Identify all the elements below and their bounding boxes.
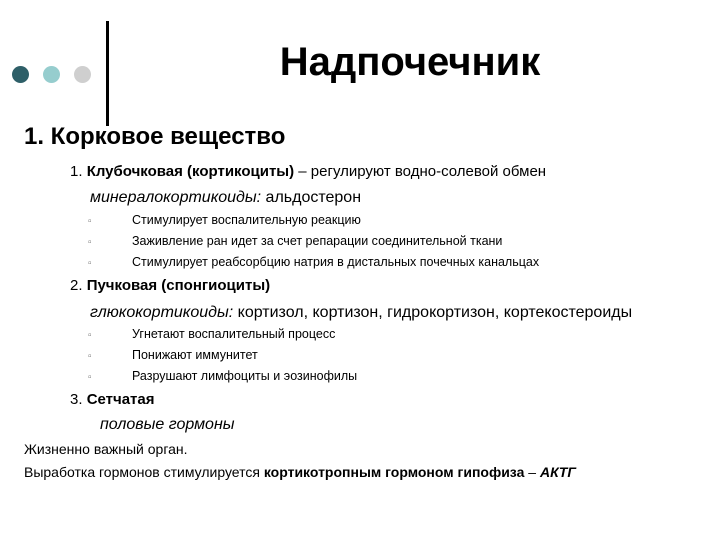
footer-line1: Жизненно важный орган. [24,441,188,457]
zone2-heading [70,276,270,296]
slide-title: Надпочечник [279,40,541,84]
zone3-number: 3. [70,391,87,408]
zone2-hormones: кортизол, кортизон, гидрокортизон, кортекостероиды [233,304,633,321]
zone1-hormones: альдостерон [261,189,362,206]
zone1-hormone-class: минералокортикоиды: [90,189,262,206]
list-item: ▫ Заживление ран идет за счет репарации соединительной ткани [88,233,502,251]
zone1-heading [70,162,546,182]
zone1-desc: – регулируют водно-солевой обмен [294,163,547,180]
zone2-hormone-class: глюкокортикоиды: [90,304,234,321]
zone3-hormones-line [100,414,235,436]
footer-line2 [24,463,576,481]
footer-bold: кортикотропным гормоном гипофиза [263,464,525,480]
list-item: ▫ Стимулирует воспалительную реакцию [88,212,361,230]
title-divider [106,21,109,126]
list-item: ▫ Разрушают лимфоциты и эозинофилы [88,368,357,386]
list-item: ▫ Стимулирует реабсорбцию натрия в дистальных почечных канальцах [88,254,539,272]
section-heading: 1. Корковое вещество [24,123,286,150]
footer-sep: – [524,464,540,480]
decorative-dot-teal [43,66,60,83]
zone2-name: Пучковая (спонгиоциты) [86,277,271,294]
decorative-dot-gray [74,66,91,83]
list-item: ▫ Понижают иммунитет [88,347,258,365]
bullet-icon: ▫ [88,372,92,383]
zone1-number: 1. [70,163,87,180]
zone2-number: 2. [70,277,87,294]
zone2-hormones-line [90,302,632,324]
zone1-name: Клубочковая (кортикоциты) [86,163,295,180]
footer-abbr: АКТГ [539,464,576,480]
bullet-icon: ▫ [88,351,92,362]
bullet-icon: ▫ [88,258,92,269]
bullet-icon: ▫ [88,216,92,227]
bullet-icon: ▫ [88,237,92,248]
footer-prefix: Выработка гормонов стимулируется [24,464,264,480]
zone1-hormones-line [90,187,361,209]
zone3-heading [70,390,155,410]
decorative-dot-dark [12,66,29,83]
zone3-name: Сетчатая [86,391,155,408]
zone3-hormone-class: половые гормоны [100,416,235,433]
list-item: ▫ Угнетают воспалительный процесс [88,326,335,344]
bullet-icon: ▫ [88,330,92,341]
